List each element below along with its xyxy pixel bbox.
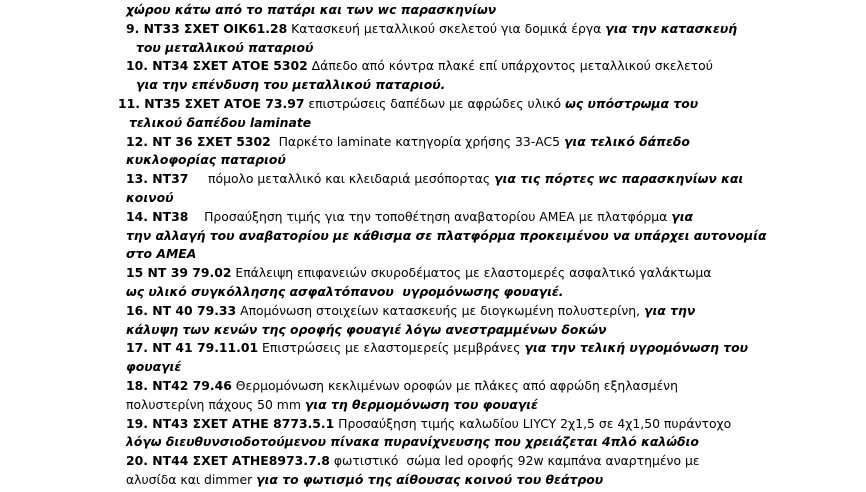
item-purpose: την αλλαγή του αναβατορίου με κάθισμα σε πλατφόρμα προκειμένου να υπάρχει αυτονομία xyxy=(126,227,767,243)
item-purpose: για την επένδυση του μεταλλικού παταριού. xyxy=(136,77,446,93)
item-18-cont xyxy=(126,395,538,414)
item-text: Επάλειψη επιφανειών σκυροδέματος με ελαστομερές ασφαλτικό γαλάκτωμα xyxy=(231,265,712,281)
item-purpose: για το φωτισμό της αίθουσας κοινού του θεάτρου xyxy=(256,472,604,487)
item-20-cont xyxy=(126,470,603,489)
item-purpose: ως υπόστρωμα του xyxy=(565,96,699,111)
item-17 xyxy=(126,338,748,357)
item-text: Κατασκευή μεταλλικού σκελετού για δομικά έργα xyxy=(287,20,606,36)
item-12 xyxy=(126,132,690,151)
item-purpose: φουαγιέ xyxy=(126,359,182,375)
item-purpose: κάλυψη των κενών της οροφής φουαγιέ λόγω ανεστραμμένων δοκών xyxy=(126,321,607,337)
item-purpose: στο ΑΜΕΑ xyxy=(126,246,197,262)
item-14-cont xyxy=(126,226,766,245)
item-text: Θερμομόνωση κεκλιμένων οροφών με πλάκες από αφρώδη εξηλασμένη xyxy=(231,378,678,393)
item-text: Επιστρώσεις με ελαστομερείς μεμβράνες xyxy=(258,340,525,356)
item-purpose: για τελικό δάπεδο xyxy=(563,133,690,149)
item-purpose: ως υλικό συγκόλλησης ασφαλτόπανου υγρομόνωσης φουαγιέ. xyxy=(126,284,564,299)
item-purpose: για τις πόρτες wc παρασκηνίων και xyxy=(494,171,744,187)
item-purpose: για τη θερμομόνωση του φουαγιέ xyxy=(304,396,538,412)
item-code: 12. ΝΤ 36 ΣΧΕΤ 5302 xyxy=(126,133,271,149)
item-code: 10. ΝΤ34 ΣΧΕΤ ΑΤΟΕ 5302 xyxy=(126,58,308,74)
item-text: επιστρώσεις δαπέδων με αφρώδες υλικό xyxy=(304,96,566,111)
item-text: Προσαύξηση τιμής για την τοποθέτηση αναβατορίου ΑΜΕΑ με πλατφόρμα xyxy=(188,208,672,224)
item-code: 15 ΝΤ 39 79.02 xyxy=(126,265,232,281)
item-text: πολυστερίνη πάχους 50 mm xyxy=(126,396,305,412)
item-code: 13. ΝΤ37 xyxy=(126,171,189,187)
item-text: Παρκέτο laminate κατηγορία χρήσης 33-AC5 xyxy=(270,133,564,149)
item-11-cont xyxy=(129,113,311,132)
item-code: 11. ΝΤ35 ΣΧΕΤ ΑΤΟΕ 73.97 xyxy=(118,96,305,111)
item-code: 9. ΝΤ33 ΣΧΕΤ ΟΙΚ61.28 xyxy=(126,20,288,36)
item-16-cont xyxy=(126,320,606,339)
item-11 xyxy=(118,94,698,113)
item-code: 20. ΝΤ44 ΣΧΕΤ ΑΤΗΕ8973.7.8 xyxy=(126,453,330,469)
item-purpose: κοινού xyxy=(126,190,174,205)
item-text: Προσαύξηση τιμής καλωδίου LIYCY 2χ1,5 σε 4χ1,50 πυράντοχο xyxy=(334,415,732,431)
item-code: 14. ΝΤ38 xyxy=(126,208,189,224)
item-purpose: για την xyxy=(644,302,696,318)
item-15 xyxy=(126,263,711,282)
item-19 xyxy=(126,414,731,433)
item-14-cont2 xyxy=(126,244,196,263)
item-purpose: του μεταλλικού παταριού xyxy=(136,39,314,55)
item-purpose: για την τελική υγρομόνωση του xyxy=(524,340,749,356)
item-purpose: για την κατασκευή xyxy=(605,20,738,36)
item-10 xyxy=(126,56,713,75)
item-code: 17. ΝΤ 41 79.11.01 xyxy=(126,340,259,356)
item-text: Δάπεδο από κόντρα πλακέ επί υπάρχοντος μεταλλικού σκελετού xyxy=(307,58,713,74)
item-text: φωτιστικό σώμα led οροφής 92w καμπάνα αναρτημένο με xyxy=(329,453,700,469)
line-italic: χώρου κάτω από το πατάρι και των wc παρασκηνίων xyxy=(126,2,497,17)
line-1 xyxy=(126,0,496,19)
item-text: αλυσίδα και dimmer xyxy=(126,472,257,487)
item-13-cont xyxy=(126,188,173,207)
item-19-cont xyxy=(126,432,699,451)
item-14 xyxy=(126,207,693,226)
item-text: Απομόνωση στοιχείων κατασκευής με διογκωμένη πολυστερίνη, xyxy=(236,302,645,318)
item-13 xyxy=(126,169,743,188)
item-9 xyxy=(126,19,737,38)
item-15-cont xyxy=(126,282,564,301)
item-17-cont xyxy=(126,357,181,376)
item-12-cont xyxy=(126,150,286,169)
item-18 xyxy=(126,376,678,395)
item-16 xyxy=(126,301,695,320)
item-9-cont xyxy=(136,38,313,57)
item-10-cont xyxy=(136,75,445,94)
item-text: πόμολο μεταλλικό και κλειδαριά μεσόπορτας xyxy=(188,171,495,187)
item-20 xyxy=(126,451,700,470)
item-purpose: κυκλοφορίας παταριού xyxy=(126,152,286,168)
item-code: 18. ΝΤ42 79.46 xyxy=(126,378,232,393)
item-purpose: τελικού δαπέδου laminate xyxy=(129,114,312,130)
item-purpose: για xyxy=(671,208,694,224)
item-code: 19. ΝΤ43 ΣΧΕΤ ΑΤΗΕ 8773.5.1 xyxy=(126,415,335,431)
item-code: 16. ΝΤ 40 79.33 xyxy=(126,302,237,318)
item-purpose: λόγω διευθυνσιοδοτούμενου πίνακα πυρανίχνευσης που χρειάζεται 4πλό καλώδιο xyxy=(126,434,699,450)
